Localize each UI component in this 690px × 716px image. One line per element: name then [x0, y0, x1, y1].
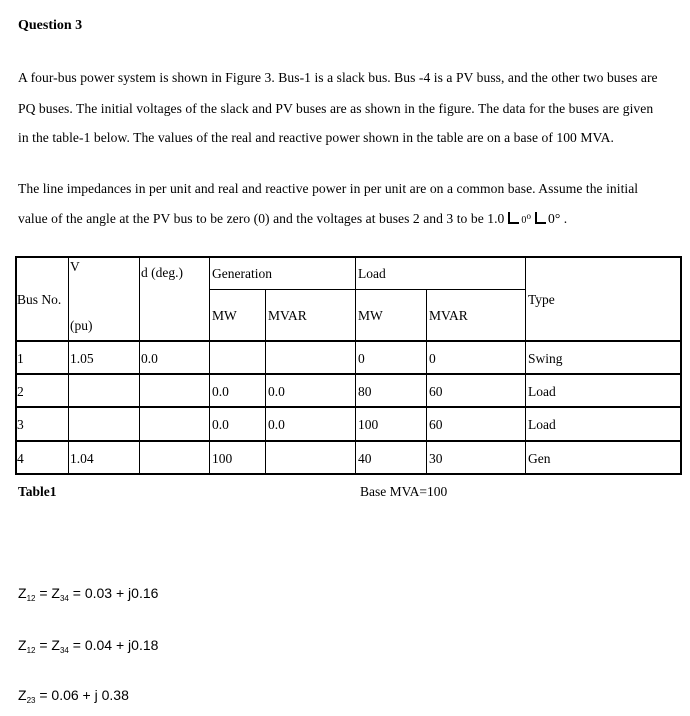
paragraph-1-line-3: in the table-1 below. The values of the real and reactive power shown in the table are on a base of 100 MVA.: [18, 130, 614, 145]
cell-gen-mw: 0.0: [212, 417, 229, 432]
impedance-equation-1: $Z_{12} = Z_{34} = 0.03 + j0.16$: [18, 585, 159, 603]
paragraph-2-line-2: [18, 211, 567, 227]
cell-type: Load: [528, 384, 556, 399]
cell-load-mvar: 30: [429, 451, 443, 466]
cell-load-mvar: 60: [429, 417, 443, 432]
cell-v: 1.05: [70, 351, 94, 366]
paragraph-2-line-1: The line impedances in per unit and real and reactive power in per unit are on a common base. Assume the initial: [18, 181, 639, 196]
cell-load-mvar: 60: [429, 384, 443, 399]
header-load-mw: MW: [358, 308, 383, 323]
cell-bus: 3: [17, 417, 24, 432]
paragraph-1-line-1: A four-bus power system is shown in Figure 3. Bus-1 is a slack bus. Bus -4 is a PV buss, and the other two buses are: [18, 70, 658, 85]
angle-value: 0: [521, 215, 527, 226]
header-type: Type: [528, 292, 555, 307]
cell-load-mw: 80: [358, 384, 372, 399]
cell-d: 0.0: [141, 351, 158, 366]
impedance-equation-2: $Z_{12} = Z_{34} = 0.04 + j0.18$: [18, 637, 159, 655]
cell-v: 1.04: [70, 451, 94, 466]
cell-load-mvar: 0: [429, 351, 436, 366]
cell-bus: 4: [17, 451, 24, 466]
table-caption: Table1: [18, 484, 57, 499]
cell-gen-mvar: 0.0: [268, 417, 285, 432]
cell-bus: 1: [17, 351, 24, 366]
cell-type: Gen: [528, 451, 551, 466]
header-bus-no: Bus No.: [17, 292, 62, 307]
paragraph-1-line-2: PQ buses. The initial voltages of the slack and PV buses are as shown in the figure. The data for the buses are given: [18, 101, 654, 116]
cell-load-mw: 0: [358, 351, 365, 366]
header-load-mvar: MVAR: [429, 308, 468, 323]
cell-gen-mw: 0.0: [212, 384, 229, 399]
header-gen-mvar: MVAR: [268, 308, 307, 323]
cell-bus: 2: [17, 384, 24, 399]
angle-symbol-2: [533, 212, 546, 224]
header-d: d (deg.): [141, 265, 183, 280]
angle-degrees: 0° .: [548, 211, 568, 226]
cell-type: Load: [528, 417, 556, 432]
angle-symbol: [506, 212, 519, 224]
degree-mark: o: [526, 211, 531, 221]
header-v-unit: (pu): [70, 318, 93, 333]
cell-load-mw: 100: [358, 417, 379, 432]
header-v: V: [70, 259, 80, 274]
paragraph-2-text: value of the angle at the PV bus to be zero (0) and the voltages at buses 2 and 3 to be 1.0: [18, 211, 505, 226]
base-mva-note: Base MVA=100: [360, 484, 448, 499]
cell-type: Swing: [528, 351, 563, 366]
header-gen-mw: MW: [212, 308, 237, 323]
cell-load-mw: 40: [358, 451, 372, 466]
impedance-equation-3: $Z_{23} = 0.06 + j$ 0.38: [18, 687, 129, 705]
header-generation: Generation: [212, 266, 272, 281]
cell-gen-mvar: 0.0: [268, 384, 285, 399]
question-heading: Question 3: [18, 18, 83, 33]
cell-gen-mw: 100: [212, 451, 233, 466]
header-load: Load: [358, 266, 386, 281]
